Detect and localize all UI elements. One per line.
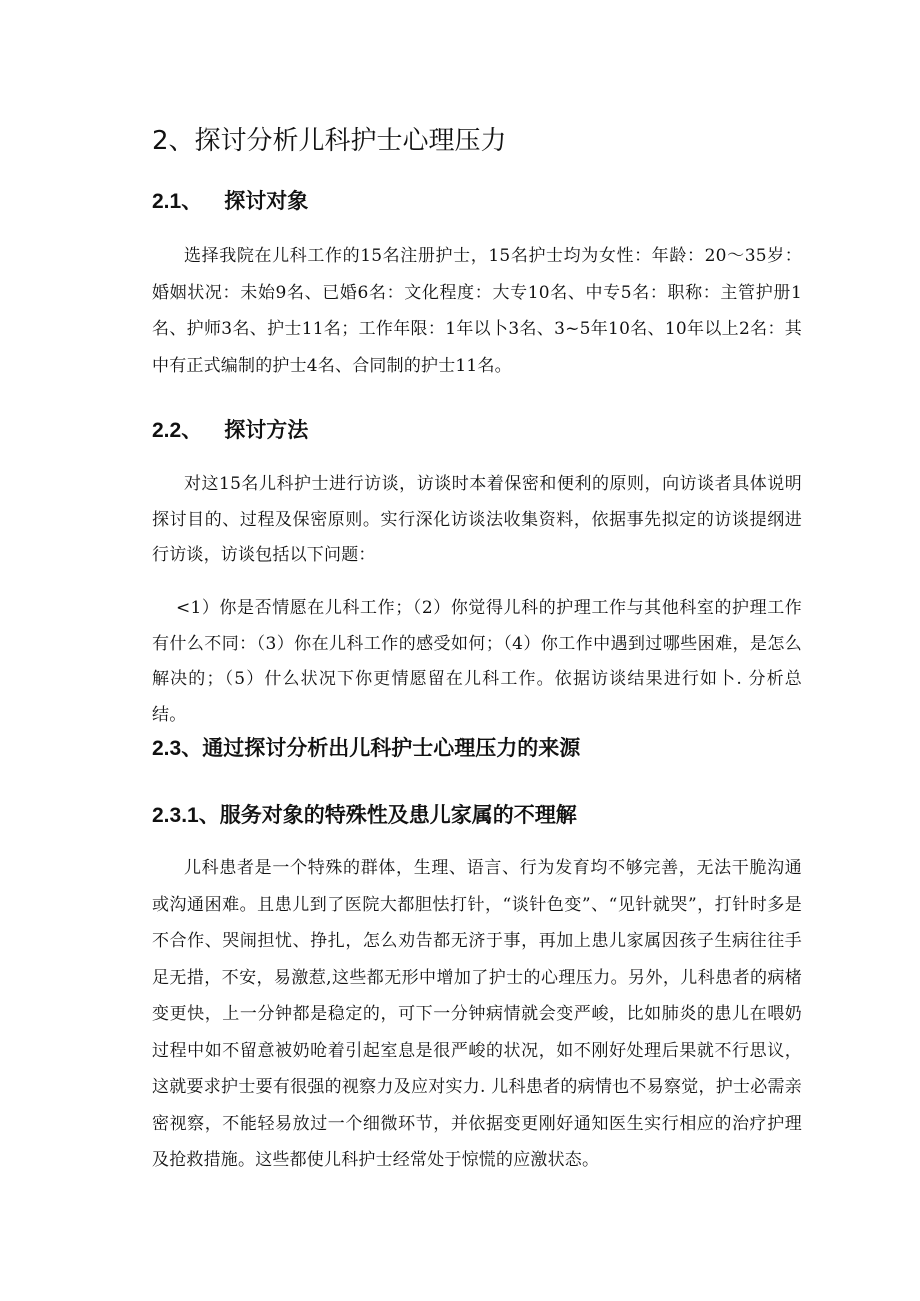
section-2-1-number: 2.1、 bbox=[152, 190, 203, 213]
section-2-2-number: 2.2、 bbox=[152, 419, 203, 442]
section-2-3-heading bbox=[152, 733, 580, 764]
section-2-1-heading bbox=[152, 186, 308, 217]
section-2-2-title: 探讨方法 bbox=[224, 418, 309, 442]
section-2-1-title: 探讨对象 bbox=[224, 189, 309, 213]
section-2-2-paragraph: 对这15名儿科护士进行访谈，访谈时本着保密和便利的原则，向访谈者具体说明探讨目的、过程及保密原则。实行深化访谈法收集资料，依据事先拟定的访谈提纲进行访谈，访谈包括以下问题： bbox=[152, 474, 802, 565]
section-2-3-1-paragraph: 儿科患者是一个特殊的群体，生理、语言、行为发育均不够完善，无法干脆沟通或沟通困难。且患儿到了医院大都胆怯打针，“谈针色变”、“见针就哭”，打针时多是不合作、哭闹担忧、挣扎，怎么劝告都无济于事，再加上患儿家属因孩子生病往往手足无措，不安，易激惹,这些都无形中增加了护士的心理压力。另外，儿科患者的病楮变更快，上一分钟都是稳定的，可下一分钟病情就会变严峻，比如肺炎的患儿在喂奶过程中如不留意被奶呛着引起室息是很严峻的状况，如不刚好处理后果就不行思议，这就要求护士要有很强的视察力及应对实力. 儿科患者的病情也不易察觉，护士必需亲密视察，不能轻易放过一个细微环节，并依据变更刚好通知医生实行相应的治疗护理及抢救措施。这些都使儿科护士经常处于惊慌的应激状态。 bbox=[152, 858, 802, 1170]
section-2-3-title: 通过探讨分析出儿科护士心理压力的来源 bbox=[202, 736, 581, 760]
section-2-heading: 2、探讨分析儿科护士心理压力 bbox=[152, 126, 507, 156]
section-2-2-heading bbox=[152, 415, 308, 446]
section-2-3-1-title: 服务对象的特殊性及患儿家属的不理解 bbox=[219, 803, 577, 827]
section-2-3-1-number: 2.3.1、 bbox=[152, 804, 220, 827]
section-2-1-paragraph: 选择我院在儿科工作的15名注册护士，15名护士均为女性：年龄：20～35岁：婚姻状况：未始9名、已婚6名：文化程度：大专10名、中专5名：职称：主管护册1名、护师3名、护士11名；工作年限：1年以卜3名、3~5年10名、10年以上2名：其中有正式编制的护士4名、合同制的护士11名。 bbox=[152, 246, 802, 376]
section-2-3-number: 2.3、 bbox=[152, 737, 203, 760]
interview-questions-paragraph: <1）你是否情愿在儿科工作；（2）你觉得儿科的护理工作与其他科室的护理工作有什么不同：（3）你在儿科工作的感受如何；（4）你工作中遇到过哪些困难，是怎么解决的；（5）什么状况下你更情愿留在儿科工作。依据访谈结果进行如卜. 分析总结。 bbox=[152, 598, 802, 725]
section-2-3-1-heading bbox=[152, 800, 577, 831]
